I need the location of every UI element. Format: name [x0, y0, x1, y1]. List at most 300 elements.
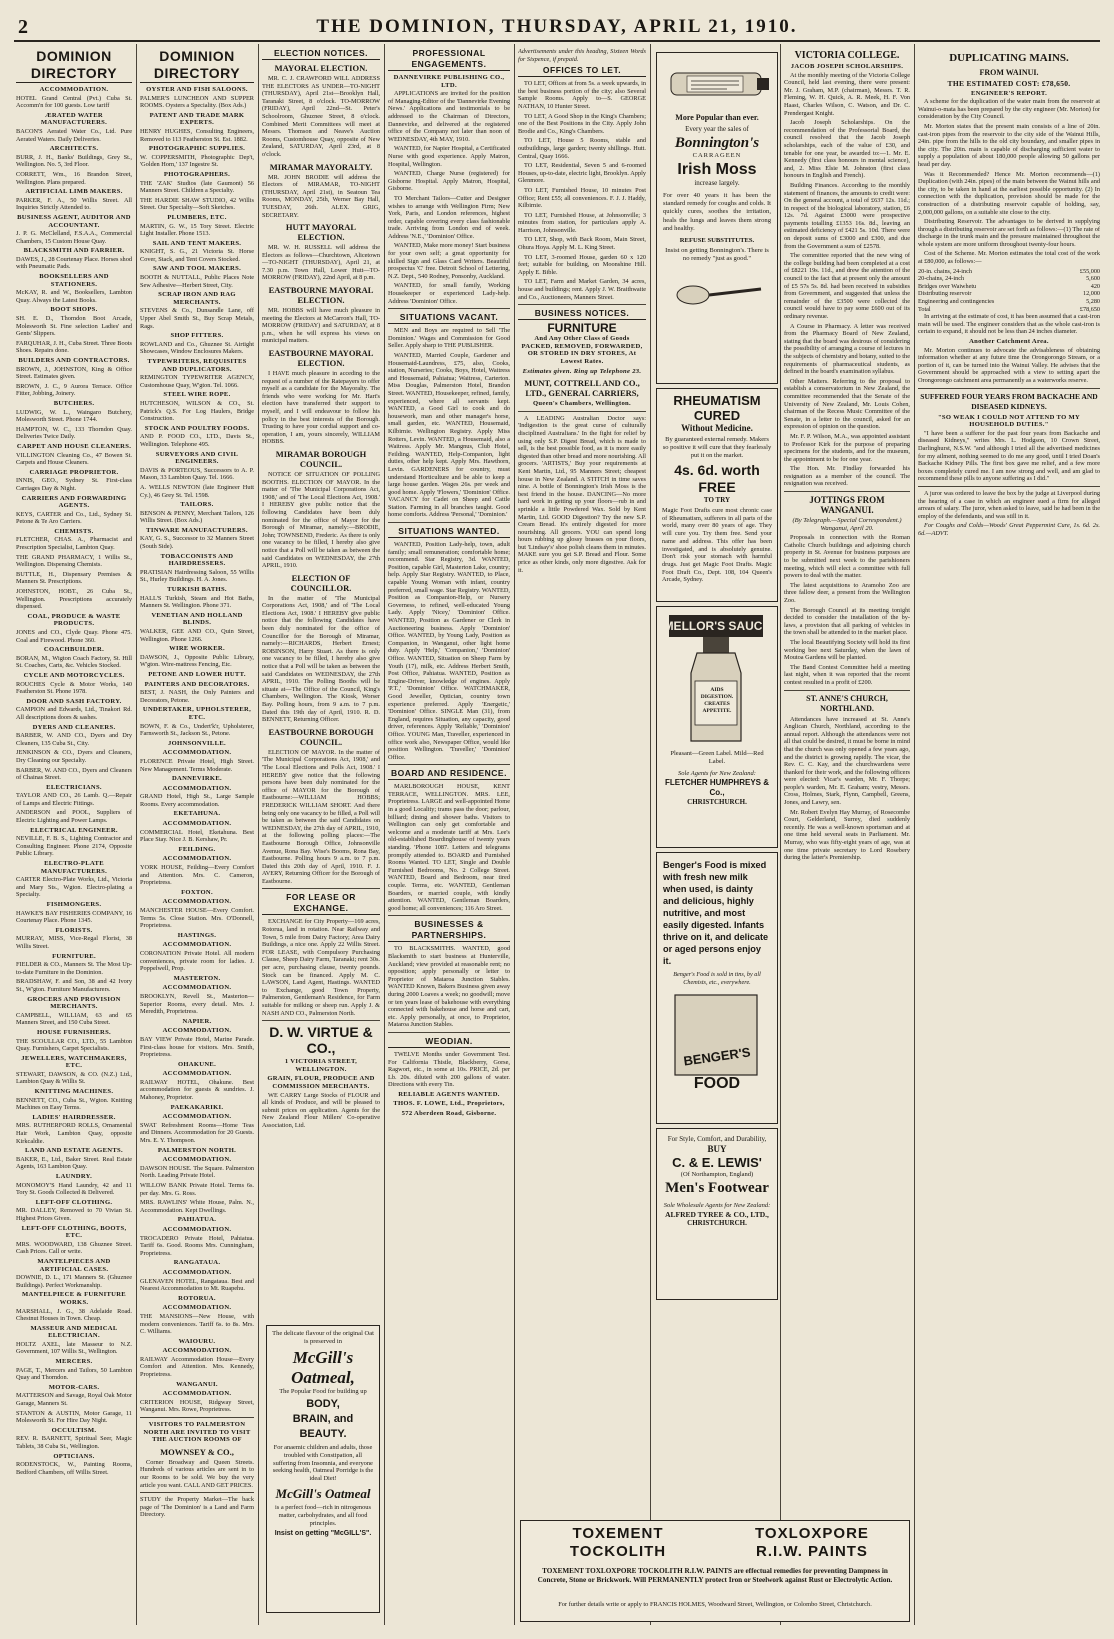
article-paragraph: The latest acquisitions to Aramoho Zoo are three fallow deer, a present from the Wellington Zoo. — [784, 581, 910, 604]
directory-entry: CAMPBELL, WILLIAM, 63 and 65 Manners Street, and 150 Cuba Street. — [16, 1011, 132, 1027]
column-rule — [514, 44, 515, 1625]
wanganui-sub: (By Telegraph.—Special Correspondent.) Wanganui, April 20. — [792, 517, 902, 532]
directory-section-title: LEFT-OFF CLOTHING, BOOTS, ETC. — [21, 1224, 127, 1240]
column-rule — [780, 44, 781, 1625]
directory-entry: FLORENCE Private Hotel, High Street. New Management. Terms Moderate. — [140, 757, 254, 773]
election-block-title: ELECTION OF COUNCILLOR. — [290, 572, 352, 593]
toxement-agent: For further details write or apply to FRANCIS HOLMES, Woodward Street, Wellington, or Colombo Street, Christchurch. — [558, 1601, 872, 1608]
directory-section-title: MASTERTON. — [173, 974, 221, 982]
directory-entry: HALL'S Turkish, Steam and Hot Baths, Manners St. Wellington. Phone 371. — [140, 594, 254, 610]
election-block-text: MR. C. J. CRAWFORD WILL ADDRESS THE ELECTORS AS UNDER—TO-NIGHT (THURSDAY), April 21st—Brooklyn Hall, Taranaki Street, 8 o'clock. TO-MORROW (FRIDAY), April 22nd—St. Peter's Schoolroom, Ghuznee Street, 8 o'clock. Combined Merit Committees will meet at Messrs. Thomson and Neave's Auction Rooms, Customhouse Quay, opposite of New Zealand, SATURDAY, April 23rd, at 8 o'clock. — [262, 75, 380, 158]
bengers-food-ad — [656, 852, 778, 1124]
directory-section-title: TOBACCONISTS AND HAIRDRESSERS. — [160, 552, 234, 568]
directory-section-title: TURKISH BATHS. — [167, 586, 227, 594]
directory-entry: FLETCHER, CHAS. A., Pharmacist and Prescription Specialist, Lambton Quay. — [16, 536, 132, 552]
directory-entry: RODENSTOCK, W., Painting Rooms, Bedford Chambers, off Willis Street. — [16, 1461, 132, 1476]
article-paragraph: The Borough Council at its meeting tonight decided to consider the installation of the by-laws, a provision that all parking of vehicles in the town shall be attended to in the market place. — [784, 606, 910, 637]
directory-entry: STANTON & AUSTIN, Motor Garage, 11 Molesworth St. For Hire Day Night. — [16, 1409, 132, 1425]
column-rule — [384, 44, 385, 1625]
directory-entry: BRADSHAW, F. and Son, 38 and 42 Ivory St., W'gton. Furniture Manufacturers. — [16, 978, 132, 993]
to-let-ad: TO LET, A Good Shop in the King's Chambers; one of the Best Positions in the City. Apply John Brodie and Co., King's Chambers. — [518, 112, 646, 135]
directory-entry: STEWART, DAWSON, & CO. (N.Z.) Ltd., Lambton Quay & Willis St. — [16, 1070, 132, 1086]
election-block-text: I HAVE much pleasure in acceding to the request of a number of the Ratepayers to offer myself as a candidate for the Mayoralty. The friends who were working for Mr. Hart's election have transferred their support to myself, and I will endeavour to follow his policy in the best interests of the Borough. Trusting to have your cordial support and co-operation, I am, yours sincerely, WILLIAM HOBBS. — [262, 370, 380, 446]
rheumatism-ad — [656, 388, 778, 602]
directory-section-title: WANGANUI. — [176, 1380, 218, 1388]
situations-vacant-text: WANTED, Married Couple, Gardener and Housemaid-Laundress, £75, also, Cooks, station, Nurseries; Cooks, Boys, Hotel, Waitress and Housemaid, Pahiatua; Waitress, Carterton. Miss Douglas, Palmerston Hotel, Brandon Street. WANTED, Housekeeper, refined, family, experienced, where all servants kept. WANTED, a Good Girl to cook and do housework, man and other manager's horse, small garden, etc. WANTED, Housemaid, Kilbirnie. Wellington Registry. Apply Miss Rotters, Levin. WANTED, a Housemaid, also a Waitress. Apply Mr. Mangnus, Club Hotel, Feilding. WANTED, Help-Companion, light duties, other help kept. Apply Mrs. Hawthorn, Levin. GARDENERS for country, must understand Horticulture and be able to keep a large house garden. Wages 26s. per week and good home. Apply 'Flowers,' 'Dominion' Office. VACANCY for Cadet on Sheep and Cattle Station. Farming in all branches taught. Good home comforts. Address 'Personal,' 'Dominion.' — [388, 352, 510, 519]
directory-section-title: CHEMISTS. — [54, 527, 94, 535]
furniture-address: Queen's Chambers, Wellington. — [533, 400, 631, 408]
cost-item: 20-in. chains, 24-inch — [918, 267, 972, 275]
duplicating-cost: THE ESTIMATED COST: £78,650. — [947, 79, 1071, 88]
church-text: Attendances have increased at St. Anne's Anglican Church, Northland, according to the annual report. Although the attendances were not all that could be desired, it must be borne in mind that the church was only opened a few years ago, and the district is growing rapidly. The vicar, the Rev. C. C. Kay, and the churchwardens were thanked for their work, and the following officers were elected: Vicar's warden, Mr. F. Thorpe; people's warden, Mr. E. Graham; vestry, Messrs. Cross, Holmes, Stark, Flynn, Campbell, Greens, Jones, and Lawry, sen. — [784, 715, 910, 807]
wanted-ad: WANTED, Make more money! Start business for your own self; a great opportunity for skilled Sign and Glass Card Writers. Beautiful prospectus 'C' free. Detroit School of Lettering, N.Z. Dept., 540 Rodney, Ponsonby, Auckland. — [388, 242, 510, 280]
toxement-word: TOXEMENT — [572, 1525, 664, 1542]
cost-item: 20-chains, 24-inch — [918, 275, 965, 283]
mellors-firm: FLETCHER HUMPHREYS & Co., — [664, 778, 769, 797]
to-let-ad: TO LET, Shop, with Back Room, Main Street, Ohura Hoya. Apply M. L. King Street. — [518, 236, 646, 252]
directory-section-title: LAUNDRY. — [55, 1173, 93, 1180]
business-text: TO BLACKSMITHS. WANTED, good Blacksmith to start business at Hunterville, Auckland; view provided at reasonable rent; no opposition; apply personally or letter to Proprietor of Mataroa Junction Stables. WANTED Known, Bakers Business given away during 2000 Loaves a week; no goodwill; move or ten years lease of bakehouse with everything connected with bakehouse and horse and cart, etc. Apply personally, at once, to Proprietor, Mataroa Junction Stables. — [388, 945, 510, 1029]
directory-section-title: ACCOMMODATION. — [162, 941, 232, 949]
to-let-ad: TO LET, Residential, Seven 5 and 6-roomed Houses, up-to-date, electric light, Brooklyn. Apply Glenmore. — [518, 162, 646, 185]
directory-section-title: BOOT SHOPS. — [50, 306, 98, 314]
directory-entry: DAWSON, J., Opposite Public Library, W'gton. Wire-mattress Fencing, Etc. — [140, 653, 254, 669]
directory-entry: KEYS, CARTER and Co., Ltd., Sydney St. Petone & Te Aro Carriers. — [16, 510, 132, 526]
directory-entry: REMINGTON TYPEWRITER AGENCY, Customhouse Quay, W'gton. Tel. 1066. — [140, 374, 254, 389]
lewis-footwear-ad — [656, 1128, 778, 1300]
mellors-sauce-ad — [656, 606, 778, 848]
cost-value: 420 — [1090, 282, 1100, 290]
directory-section-title: MASSEUR AND MEDICAL ELECTRICIAN. — [30, 1324, 118, 1340]
to-let-list — [518, 113, 646, 302]
directory-section-title: STEEL WIRE ROPE. — [163, 391, 231, 399]
directory-entry: MARSHALL, J. G., 38 Adelaide Road. Chestnut Houses in Town. Cheap. — [16, 1307, 132, 1323]
directory-section-title: JOHNSONVILLE. — [168, 739, 226, 747]
election-block-title: EASTBOURNE BOROUGH COUNCIL. — [268, 726, 374, 747]
directory-section-title: ELECTRICAL ENGINEER. — [30, 826, 118, 834]
directory-entry: PARKER, F. A., 50 Willis Street. All Inquiries Strictly Attended to. — [16, 196, 132, 212]
directory-entry: DAVIS & PORTEOUS, Successors to A. P. Mason, 33 Lambton Quay. Tel. 1666. — [140, 466, 254, 482]
directory-entry: WILLOW BANK Private Hotel. Terms 6s. per day. Mrs. G. Ross. — [140, 1182, 254, 1197]
article-paragraph: Proposals in connection with the Roman Catholic Church buildings and adjoining church property in St. Avenue for business purposes are to be submitted next week to the parishioners meeting, which will elect a committee with full powers to deal with the matter. — [784, 534, 910, 580]
professional-wanted — [388, 145, 510, 305]
auction-detail: Corner Broadway and Queen Streets. Hundreds of various articles are sent in to our Rooms to be sold. We buy the very article you want. CALL AND GET PRICES. — [140, 1458, 254, 1489]
cost-item: Bridges over Waiwhetu — [918, 282, 977, 290]
directory-section-title: ACCOMMODATION. — [162, 1027, 232, 1035]
offices-top-note: Advertisements under this heading, Sixteen Words for Sixpence, if prepaid. — [518, 48, 646, 63]
directory-section-title: PAHIATUA. — [177, 1216, 217, 1224]
cost-row — [918, 290, 1100, 298]
duplicating-heading: DUPLICATING MAINS. — [949, 52, 1069, 64]
directory-section-title: MANTELPIECES AND ARTIFICIAL CASES. — [37, 1257, 111, 1273]
directory-entry: HUTCHESON, WILSON & CO., St. Patrick's Q.S. For Log Haulers, Bridge Construction. — [140, 399, 254, 423]
board-text: MARLBOROUGH HOUSE, KENT TERRACE, WELLINGTON. MRS. LEE, Proprietress. LARGE and well-appointed Home in a good Locality; trams pass the door; parlour, billiard; dining and shower baths. Visitors to Wellington can only get comfortable and welcome and a moderate tariff at Mrs. Lee's old-established Boardinghouse of twenty years standing. 'Phone 1087. Letters and telegrams promptly attended to. BOARD and Furnished Rooms Wanted. TO LET, Single and Double Furnished Bedrooms, No. 2 College Street. WANTED, Board and Bedroom, near tired couple. Terms, etc. WANTED, Gentleman Boarders, or married couple, with kindly attention. WANTED, Gentleman Boarders, good home; all conveniences; 116 Aro Street. — [388, 783, 510, 912]
bengers-tin-icon — [657, 991, 775, 1081]
directory-entry: BAKER, E., Ltd., Baker Street. Real Estate Agents, 163 Lambton Quay. — [16, 1155, 132, 1171]
directory-section-title: PALMERSTON NORTH. — [157, 1146, 237, 1154]
offices-text: TO LET, Offices at from 5s. a week upwards, in the best business portion of the city; also Several Sample Rooms. Apply to—S. GEORGE NATHAN, 10 Hunter Street. — [518, 80, 646, 110]
directory-entry: KNIGHT, S. G., 21 Victoria St. Horse Cover, Stack, and Tent Covers Stocked. — [140, 248, 254, 263]
directory-heading-2: DOMINION DIRECTORY — [140, 48, 254, 83]
directory-section-title: ACCOMMODATION. — [162, 1268, 232, 1276]
cost-row — [918, 298, 1100, 306]
duplicating-report: ENGINEER'S REPORT. — [970, 89, 1048, 97]
directory-entry: SH. E. D., Thorndon Boot Arcade, Molesworth St. Fine selection Ladies' and Gents' Slippers. — [16, 315, 132, 338]
toxement-paints-ad — [520, 1520, 910, 1622]
directory-section-title: MANTELPIECE & FURNITURE WORKS. — [22, 1291, 126, 1306]
directory-entry: MRS. RAWLINS' White House, Palm. N., Accommodation. Kept Dwellings. — [140, 1199, 254, 1214]
bengers-brand: BENGER'S — [682, 1044, 752, 1069]
directory-section-title: PETONE AND LOWER HUTT. — [148, 670, 246, 678]
furniture-firm: MUNT, COTTRELL AND CO., LTD., GENERAL CARRIERS, — [524, 378, 640, 399]
article-paragraph: The local Beautifying Society will hold its first working bee next Saturday, when the lawn of Moutoa Gardens will be planted. — [784, 638, 910, 662]
cost-value: 5,600 — [1086, 275, 1100, 283]
furniture-subtitle: And Any Other Class of Goods PACKED, REMOVED, FORWARDED, OR STORED IN DRY STORES, At Lowest Rates. — [521, 335, 643, 365]
directory-entry: BOOTH & NUTTALL, Public Places Note Sew Adhesive—Herbert Street, City. — [140, 274, 254, 289]
directory-section-title: DANNEVIRKE. — [171, 775, 222, 783]
business-heading: BUSINESSES & PARTNERSHIPS. — [388, 919, 510, 942]
directory-entry: BROWN, J. C., 9 Aurora Terrace. Office Fitter, Jobbing, Joinery. — [16, 382, 132, 398]
cost-item: Distributing reservoir — [918, 290, 972, 298]
directory-section-title: TYPEWRITERS, REQUISITES AND DUPLICATORS. — [147, 358, 247, 373]
directory-entry: THE HARDIE SHAW STUDIO, 42 Willis Street. Our Specialty—Soft Sketches. — [140, 196, 254, 212]
election-block-title: MAYORAL ELECTION. — [274, 63, 368, 73]
directory-entry: REV. R. BARNETT, Spiritual Seer, Magic Tablets, 38 Cuba St., Wellington. — [16, 1435, 132, 1450]
directory-entry: BUTTLE, H., Dispensary Premises & Manners St. Prescriptions. — [16, 570, 132, 586]
article-paragraph: The committee reported that the new wing of the college building had been completed at a cost of £8221 19s. 11d., and drew the attention of the council to the fact that at present only the amount of £5 57s 5s. 8d. had been received in subsidies from Government, and suggested that unless the remainder of the £3500 were collected the council would have to pay some £600 out of its ordinary revenue. — [784, 252, 910, 320]
victoria-article — [784, 72, 910, 488]
directory-section-title: EKETAHUNA. — [173, 810, 221, 818]
virtue-trade: GRAIN, FLOUR, PRODUCE AND COMMISSION MERCHANTS. — [267, 1075, 375, 1090]
lewis-brand: C. & E. LEWIS' — [672, 1155, 762, 1170]
directory-section-title: OCCULTISM. — [51, 1426, 97, 1434]
election-heading: ELECTION NOTICES. — [262, 48, 380, 60]
bonnington-increase: increase largely. — [694, 179, 740, 187]
victoria-sub: JACOB JOSEPH SCHOLARSHIPS. — [790, 63, 904, 70]
column-rule — [650, 44, 651, 1625]
directory-section-title: SURVEYORS AND CIVIL ENGINEERS. — [155, 450, 239, 466]
murray-text: Mr. Robert Evelyn Hay Murray, of Rosecombe Court, Gelderland, Surrey, died suddenly recently. He was a well-known sportsman and at one time held several seats in Parliament. Mr. Murray, who was fifty-eight years of age, was at one time private secretary to Lord Rosebery during the latter's Premiership. — [784, 808, 910, 862]
directory-section-title: PLUMBERS, ETC. — [167, 213, 227, 221]
tockolith-word: TOCKOLITH — [569, 1543, 667, 1560]
directory-section-title: CARRIERS AND FORWARDING AGENTS. — [21, 494, 127, 510]
wanganui-article — [784, 534, 910, 686]
rheumatism-try: TO TRY — [703, 496, 731, 504]
situations-vacant-heading: SITUATIONS VACANT. — [388, 312, 510, 324]
directory-entry: MATTERSON and Savage, Royal Oak Motor Garage, Manners St. — [16, 1392, 132, 1408]
newspaper-title: THE DOMINION, THURSDAY, APRIL 21, 1910. — [316, 16, 798, 37]
directory-list — [16, 86, 132, 1476]
directory-section-title: FURNITURE. — [52, 952, 96, 960]
directory-section-title: SCRAP IRON AND RAG MERCHANTS. — [158, 291, 236, 306]
business-notices-text: A LEADING Australian Doctor says: 'Indigestion is the great curse of culturally disciplined Australians.' In the fight for relief by using only S.P. Digest Bread, which is made to sell, is the best possible food, as it is more easily digested than other bread and more nourishing. All grocers. 'ARTISTS,' Buy your requirements at Kent Martin, Ltd., 95 Manners Street; cheapest house in New Zealand. A STITCH in time saves nine. A bottle of Bonnington's Irish Moss is the best friend in the house. DANCING—No more hard work in getting up your floors—rub in and sprinkle a little Powdered Wax. Sold by Kent Martin, Ltd. GOOD Digestion? Try the new S.P. Cream Bread. It's entirely digested for more nourishing. All grocers. YOU can spend long hours rubbing up glossy brasses on your floors, but 'Lindsay's' shoe polish cleans them in minutes. MAKE sure you get S.P. Bread and Flour. Some price as other kinds, only more digestive. Ask for it. — [518, 414, 646, 574]
to-let-ad: TO LET, Furnished House, 10 minutes Post Office; Rent £55; all conveniences. F. J. J. Haddy, Kilbirnie. — [518, 186, 646, 210]
professional-firm: DANNEVIRKE PUBLISHING CO., LTD. — [393, 74, 505, 89]
directory-entry: LUDWIG, W. L., Waingaro Butchery, Molesworth Street. Phone 1744. — [16, 408, 132, 424]
lewis-firm: ALFRED TYREE & CO., LTD., — [665, 1210, 769, 1219]
directory-entry: RAILWAY Accommodation House—Every Comfort and Attention. Mrs. Kennedy, Proprietress. — [140, 1355, 254, 1379]
virtue-name: D. W. VIRTUE & CO., — [269, 1024, 373, 1057]
wanted-ad: WANTED, for small family, Working Housekeeper or experienced Lady-help. Address 'Dominion' Office. — [388, 282, 510, 305]
directory-section-title: ACCOMMODATION. — [162, 1390, 232, 1398]
article-paragraph: A Course in Pharmacy. A letter was received from the Pharmacy Board of New Zealand, stating that the board was desirous of considering the possibility of arranging a course of lectures in the subjects of chemistry and botany, suited to the requirements of pharmaceutical students, as defined in the board's examination syllabus. — [784, 322, 910, 376]
lease-heading: FOR LEASE OR EXCHANGE. — [262, 892, 380, 915]
column-rule — [914, 44, 915, 1625]
election-block-text: MR. W. H. RUSSELL will address the Electors as follows—Churchtown, Alicetown—TO-NIGHT (THURSDAY), April 21, at 7.30 p.m. Town Hall, Lower Hutt—TO-MORROW (FRIDAY), 22nd April, at 8 p.m. — [262, 244, 380, 282]
classified-column — [388, 48, 510, 1623]
cost-table — [918, 268, 1100, 314]
lewis-buy: BUY — [707, 1144, 727, 1154]
bonnington-ad — [656, 52, 778, 384]
directory-section-title: PAINTERS AND DECORATORS. — [144, 680, 250, 688]
directory-section-title: ACCOMMODATION. — [162, 1113, 232, 1121]
directory-section-title: ARCHITECTS. — [49, 145, 99, 153]
article-paragraph: Building Finances. According to the monthly statement of finances, the amounts to credit were: On the general account, a total of £637 12s. 11d.; in respect of the biological laboratory, station, £6 12s. 7d. Against £3000 were prospective payments totalling £1353 16s. 8d., leaving an estimated deficiency of £421 5s. 10d. There were on deposit sums of £3000 and £300, and due from the Government a sum of £2578. — [784, 181, 910, 250]
directory-entry: PALMER'S LUNCHEON AND SUPPER ROOMS. Oysters a Speciality. (Box Ads.) — [140, 94, 254, 110]
directory-section-title: ACCOMMODATION. — [162, 1225, 232, 1233]
to-let-ad: TO LET, House 5 Rooms, stable and outbuildings, large garden; twenty shillings. Hutt. Central, Quay 1666. — [518, 137, 646, 160]
directory-entry: AND P. FOOD CO., LTD., Davis St., Wellington. Telephone 495. — [140, 433, 254, 448]
directory-entry: JENKINSON & CO., Dyers and Cleaners, Dry Cleaning our Specialty. — [16, 749, 132, 764]
bonnington-carrageen: CARRAGEEN — [692, 152, 742, 159]
weodian-agent: RELIABLE AGENTS WANTED. — [398, 1090, 500, 1098]
mcgill-brand-2: McGill's Oatmeal — [275, 1485, 371, 1501]
directory-entry: A. WELLS NEWTON (late Engineer Hutt Cy.), 46 Grey St. Tel. 1598. — [140, 483, 254, 499]
auction-notice: VISITORS TO PALMERSTON NORTH ARE INVITED TO VISIT THE AUCTION ROOMS OF — [143, 1421, 251, 1444]
directory-section-title: CYCLE AND MOTORCYCLES. — [23, 671, 125, 679]
lewis-of: (Of Northampton, England) — [680, 1171, 754, 1178]
directory-section-title: ROTORUA. — [178, 1294, 216, 1302]
suffered-heading: SUFFERED FOUR YEARS FROM BACKACHE AND DISEASED KIDNEYS. — [920, 391, 1098, 411]
directory-section-title: ACCOMMODATION. — [162, 784, 232, 792]
directory-entry: JONES and CO., Clyde Quay. Phone 475. Coal and Firewood. Phone 360. — [16, 629, 132, 644]
lewis-for: For Style, Comfort, and Durability, — [667, 1135, 767, 1143]
mcgill-body: For anaemic children and adults, those troubled with Constipation, all suffering from Insomnia, and everyone seeking health, Oatmeal Porridge is the ideal Diet! — [272, 1444, 374, 1483]
directory-section-title: COAL, PRODUCE & WASTE PRODUCTS. — [27, 612, 121, 628]
bonnington-body: For over 40 years it has been the standard remedy for coughs and colds. It quickly cures, soothes the irritation, heals the lungs and leaves them strong and healthy. — [663, 192, 771, 232]
rheumatism-offer: 4s. 6d. worth FREE — [674, 462, 760, 495]
article-paragraph: The Band Contest Committee held a meeting last night, when it was reported that the recent contest resulted in a profit of £200. — [784, 663, 910, 686]
directory-section-title: ELECTRICIANS. — [46, 783, 102, 791]
election-block-title: MIRAMAR BOROUGH COUNCIL. — [275, 448, 367, 469]
directory-entry: MONOMOY'S Hand Laundry, 42 and 11 Tory St. Goods Collected & Delivered. — [16, 1181, 132, 1197]
directory-entry: BARBER, W. AND CO., Dyers and Cleaners of Chainas Street. — [16, 766, 132, 782]
directory-section-title: RANGATAUA. — [173, 1259, 221, 1267]
victoria-heading: VICTORIA COLLEGE. — [794, 50, 900, 61]
directory-section-title: BOOKSELLERS AND STATIONERS. — [39, 273, 109, 288]
directory-entry: ROWLAND and Co., Ghuznee St. Airtight Showcases, Window Enclosures Makers. — [140, 340, 254, 356]
directory-section-title: FOXTON. — [181, 888, 213, 896]
rheumatism-body: Magic Foot Drafts cure most chronic case of Rheumatism, sufferers in all parts of the world, many over 80 years of age. They will cure you. Try them free. Send your name and address. This offer has been investigated, and is absolutely genuine. Don't risk your stomach with harmful drugs. Just get Magic Foot Drafts. Magic Foot Draft Co., Dept. 108, 104 Queen's Arcade, Sydney. — [662, 507, 772, 584]
cost-value: £78,650 — [1079, 305, 1100, 313]
testimony-text: "I have been a sufferer for the past four years from Backache and diseased Kidneys," writes Mrs. L. Hodgson, 10 Crown Street, Darlinghurst, N.S.W. "and although I tried all the advertised medicines for my ailment, nothing seemed to do me any good, until I tried Doan's Backache Kidney Pills. The first box gave me relief, and a few more boxes completely cured me. I am now strong and well, and am glad to recommend these pills to anyone suffering as I did." — [918, 429, 1100, 483]
election-block-text: MR. JOHN BRODIE will address the Electors of MIRAMAR, TO-NIGHT (THURSDAY, April 21st), in Seatoun Tea Rooms, MONDAY, 25th, Werner Bay Hall, TUESDAY, 26th. ALEX. GRIG, SECRETARY. — [262, 173, 380, 219]
study-line: STUDY the Property Market—The back page of 'The Dominion' is a Land and Farm Directory. — [140, 1496, 254, 1519]
directory-entry: PRATISIAN Hairdressing Saloon, 55 Willis St., Hurley Buildings. H. A. Jones. — [140, 568, 254, 584]
directory-section-title: NAPIER. — [182, 1017, 212, 1025]
toxloxpore-word: TOXLOXPORE — [755, 1525, 869, 1542]
wanganui-heading: JOTTINGS FROM WANGANUI. — [809, 495, 885, 516]
directory-entry: McKAY, R. and W., Booksellers, Lambton Quay. Always the Latest Books. — [16, 289, 132, 304]
election-block-text: In the matter of 'The Municipal Corporations Act, 1908,' and of 'The Local Elections Act, 1908.' I HEREBY give public notice that the following Candidates have been duly nominated for the office of Councillor for the Borough of Miramar, namely:—RICHARDS, Herbert Ernest; ROBINSON, Harry Stuart. As there is only one vacancy to be filled, I hereby also give notice that a Poll will be taken as between the said Candidates on WEDNESDAY, the 27th APRIL, 1910. The Polling Booths will be situate at—The Office of the Council, King's Chambers, Wellington. The Kiosk, Worser Bay. Polling hours, from 9 a.m. to 7 p.m. Dated this 19th day of April, 1910. R. D. BENNETT, Returning Officer. — [262, 594, 380, 724]
directory-entry: INNIS, GEO., Sydney St. First-class Carriages Day & Night. — [16, 477, 132, 492]
election-block-text: MR. HOBBS will have much pleasure in meeting the Electors at McCarron's Hall, TO-MORROW (FRIDAY) and SATURDAY, at 8 p.m., when he will express his views on municipal matters. — [262, 307, 380, 345]
directory-entry: COMMERCIAL Hotel, Eketahuna. Best Place Stay. Nice J. B. Kershaw, Pr. — [140, 828, 254, 844]
bonnington-insist: Insist on getting Bonnington's. There is no remedy "just as good." — [665, 247, 769, 263]
directory-entry: GLENAVEN HOTEL, Rangataua. Best and Nearest Accommodation to Mt. Ruapehu. — [140, 1277, 254, 1293]
cost-row — [918, 306, 1100, 314]
church-heading: ST. ANNE'S CHURCH, NORTHLAND. — [806, 693, 888, 713]
article-paragraph: Other Matters. Referring to the proposal to establish a conservatorium in New Zealand, the committee recommended that the Senate of the University of New Zealand, Mr. Louis Cohen, chairman of the Recess Music Committee of the Senate, in a letter to the council, asked for an expression of opinion on the question. — [784, 377, 910, 431]
wanted-ad: TO Merchant Tailors—Cutter and Designer wishes to arrange with Wellington Firm; New York, Paris, and London references, highest order, capable covering every class fashionable trade. Arriving from London end of week. Address 'N.E.,' 'Dominion' Office. — [388, 194, 510, 240]
bonnington-irish-moss: Irish Moss — [677, 161, 757, 178]
directory-column-1 — [16, 48, 132, 1623]
directory-section-title: DOOR AND SASH FACTORY. — [26, 697, 122, 705]
juror-text: A juror was ordered to leave the box by the judge at Liverpool during the hearing of a case in which an engineer sued a firm for alleged arrears of salary. The juror, when asked to leave, said he had been in the employ of the defendants, and was still in it. — [918, 489, 1100, 520]
directory-section-title: CARPET AND HOUSE CLEANERS. — [16, 442, 132, 450]
article-paragraph: Mr. Morton states that the present main consists of a line of 20in. cast-iron pipes from the reservoir to the city side of the Wainui Hills, 24in. pipe from the hills to the old city boundary, and smaller pipes in the city. The 20in. main is capable of discharging sufficient water to supply a population of about 180,000 people allowing 50 gallons per head per day. — [918, 122, 1100, 168]
rheumatism-subtitle: Without Medicine. — [681, 423, 753, 433]
directory-section-title: ACCOMMODATION. — [162, 1304, 232, 1312]
to-let-ad: TO LET, Farm and Market Garden, 34 acres, house and buildings; rent. Apply J. W. Braithwaite and Co., Auctioneers, Manners Street. — [518, 278, 646, 301]
mellors-brand: MELLOR'S SAUCE — [663, 619, 771, 633]
article-paragraph: Distributing Reservoir. The advantages to be derived in supplying through a distributing reservoir are set forth as follows:—(1) The rate of discharge in the trunk main and the pressure maintained throughout the whole system are more uniform throughout twenty-four hours. — [918, 218, 1100, 248]
news-column-7 — [784, 48, 910, 1518]
article-paragraph: A scheme for the duplication of the water main from the reservoir at Wainui-o-mata has been prepared by the city engineer (Mr. Morton) for consideration by the City Council. — [918, 98, 1100, 121]
directory-section-title: KNITTING MACHINES. — [34, 1088, 114, 1096]
article-paragraph: At the monthly meeting of the Victoria College Council, held last evening, there were present: Mr. J. Graham, M.P. (chairman), Messrs. T. R. Fleming, W. H. Quick, A. R. Meek, H. F. Von Haast, Charles Wilson, C. Watson, and Dr. C. Prendergast Knight. — [784, 71, 910, 117]
directory-section-title: ACCOMMODATION. — [162, 984, 232, 992]
mellors-labels: Pleasant—Green Label. Mild—Red Label. — [670, 750, 764, 765]
weodian-text: TWELVE Months under Government Test. For California Thistle, Blackberry, Gorse, Ragwort, etc., in some at 10s. PRICE, 2d. per Lb. 20s. diluted with 200 gallons of water. Directions with every Tin. — [388, 1050, 510, 1089]
directory-entry: BORAN, M., Wigton Coach Factory, St. Hill St. Coaches, Carts, &c. Vehicles Stocked. — [16, 654, 132, 670]
directory-section-title: ACCOMMODATION. — [162, 855, 232, 863]
bonnington-brand: Bonnington's — [674, 135, 760, 151]
offices-column — [518, 48, 646, 1518]
directory-section-title: PATENT AND TRADE MARK EXPERTS. — [149, 111, 245, 127]
bonnington-refuse: REFUSE SUBSTITUTES. — [679, 237, 755, 245]
directory-section-title: HOUSE FURNISHERS. — [37, 1028, 111, 1036]
directory-section-title: SAW AND TOOL MAKERS. — [152, 265, 242, 273]
directory-entry: HOTEL Grand Central (Pvt.) Cuba St. Accomm'n for 100 guests. Low tariff — [16, 94, 132, 110]
directory-section-title: FEILDING. — [178, 845, 216, 853]
suffered-quote: "SO WEAK I COULD NOT ATTEND TO MY HOUSEHOLD DUTIES." — [937, 413, 1081, 429]
directory-entry: VILLINGTON Cleaning Co., 47 Bowen St. Carpets and House Cleaners. — [16, 451, 132, 467]
directory-entry: NEVILLE, F. B. S., Lighting Contractor and Consulting Engineer. Phone 2174, Opposite Public Library. — [16, 835, 132, 858]
directory-entry: JOHNSTON, HOBT., 26 Cuba St., Wellington. Prescriptions accurately dispensed. — [16, 588, 132, 611]
news-column-8 — [918, 48, 1100, 1623]
cost-value: 5,280 — [1086, 298, 1100, 306]
directory-section-title: UNDERTAKER, UPHOLSTERER, ETC. — [142, 706, 252, 721]
directory-entry: BROOKLYN, Revell St., Masterton—Superior Rooms, every detail. Mrs. J. Meredith, Proprietress. — [140, 992, 254, 1016]
directory-entry: BOWN, F. & Co., Undert'k'r, Upholsterer, Farnsworth St., Jackson St., Petone. — [140, 722, 254, 738]
directory-list — [140, 86, 254, 1414]
cost-row — [918, 268, 1100, 276]
directory-section-title: ÆRATED WATER MANUFACTURERS. — [40, 111, 108, 127]
mellors-aids-digestion: AIDS DIGESTION. — [700, 687, 734, 700]
page-number: 2 — [18, 16, 28, 38]
election-block-title: EASTBOURNE MAYORAL ELECTION. — [268, 348, 374, 369]
mellors-label — [697, 687, 737, 715]
rheumatism-title: RHEUMATISM CURED — [673, 393, 761, 423]
directory-entry: THE SCOULLAR CO., LTD., 55 Lambton Quay. Furnishers, Carpet Specialists. — [16, 1037, 132, 1053]
directory-section-title: BUTCHERS. — [53, 399, 95, 407]
mcgill-word-beauty: BEAUTY. — [299, 1428, 347, 1440]
directory-section-title: WIRE WORKER. — [169, 645, 225, 653]
mellors-city: CHRISTCHURCH. — [687, 798, 747, 806]
directory-entry: CORONATION Private Hotel. All modern conveniences, private room for ladies. J. Poppelwell, Prop. — [140, 949, 254, 973]
directory-section-title: ACCOMMODATION. — [162, 820, 232, 828]
directory-entry: WALKER, GEE AND CO., Quin Street, Wellington. Phone 1266. — [140, 628, 254, 643]
masthead — [14, 14, 1100, 42]
directory-entry: TROCADERO Private Hotel, Pahiatua. Tariff 6s. Good. Rooms Mrs. Cunningham, Proprietress. — [140, 1234, 254, 1257]
professional-heading: PROFESSIONAL ENGAGEMENTS. — [388, 48, 510, 71]
election-block-title: HUTT MAYORAL ELECTION. — [285, 222, 357, 243]
election-block-text: ELECTION OF MAYOR. In the matter of 'The Municipal Corporations Act, 1908,' and 'The Local Elections and Polls Act, 1908.' I HEREBY give notice that the following persons have been duly nominated for the office of MAYOR for the Borough of Eastbourne:—WILLIAM HOBBS; FREDERICK WILLIAM SHORT. And there being only one vacancy to be filled, a Poll will be taken as between the said Candidates on WEDNESDAY, the 27th day of APRIL, 1910, at the following polling places:—The Eastbourne Borough Office, Johnsonville Avenue, Rona Bay. Wise's Booms, Rona Bay, Eastbourne. Polling hours 9 a.m. to 7 p.m. Dated this 20th day of April, 1910. F. J. AVERY, Returning Officer for the Borough of Eastbourne. — [262, 748, 380, 885]
directory-section-title: ELECTRO-PLATE MANUFACTURERS. — [40, 860, 108, 875]
directory-section-title: FLORISTS. — [55, 926, 93, 934]
directory-section-title: GROCERS AND PROVISION MERCHANTS. — [27, 995, 121, 1011]
directory-section-title: CARRIAGE PROPRIETOR. — [29, 468, 119, 476]
directory-section-title: JEWELLERS, WATCHMAKERS, ETC. — [21, 1054, 127, 1070]
to-let-ad: TO LET, Furnished House, at Johnsonville; 3 minutes from station, for particulars apply A. Harrison, Johnsonville. — [518, 211, 646, 234]
duplicating-article — [918, 98, 1100, 265]
bottle-icon — [657, 53, 775, 113]
directory-entry: BARBER, W. AND CO., Dyers and Dry Cleaners, 135 Cuba St., City. — [16, 732, 132, 747]
directory-section-title: HASTINGS. — [177, 931, 217, 939]
directory-entry: RAILWAY HOTEL, Ohakune. Best accommodation for guests & sundries. J. Mahoney, Proprietor. — [140, 1078, 254, 1102]
mcgill-tagline: The Popular Food for building up — [279, 1388, 367, 1395]
lewis-agents: Sole Wholesale Agents for New Zealand: — [663, 1202, 771, 1209]
directory-section-title: BUSINESS AGENT, AUDITOR AND ACCOUNTANT. — [17, 213, 131, 229]
directory-section-title: WAIOURU. — [178, 1337, 216, 1345]
directory-entry: MURRAY, MISS, Vice-Regal Florist, 38 Willis Street. — [16, 935, 132, 950]
bengers-food: FOOD — [693, 1075, 741, 1092]
mellors-creates-appetite: CREATES APPETITE. — [702, 701, 732, 714]
mcgill-brand: McGill's Oatmeal, — [291, 1348, 355, 1387]
directory-section-title: ACCOMMODATION. — [162, 1156, 232, 1164]
directory-section-title: ACCOMMODATION. — [162, 749, 232, 757]
directory-entry: DAWSON HOUSE. The Square. Palmerston North. Leading Private Hotel. — [140, 1164, 254, 1180]
directory-section-title: ACCOMMODATION. — [162, 1070, 232, 1078]
directory-entry: SWAT Refreshment Rooms—Home Teas and Dinners. Accommodation for 20 Guests. Mrs. E. Y. Thompson. — [140, 1121, 254, 1145]
directory-section-title: MERCERS. — [55, 1358, 93, 1366]
column-rule — [258, 44, 259, 1625]
directory-section-title: PAEKAKARIKI. — [170, 1103, 224, 1111]
weodian-address: 572 Aberdeen Road, Gisborne. — [401, 1110, 497, 1118]
directory-section-title: DYERS AND CLEANERS. — [32, 723, 116, 731]
directory-entry: ANDERSON and POOL, Suppliers of Electric Lighting and Power Lamps. — [16, 809, 132, 825]
auction-firm: MOWNSEY & CO., — [160, 1446, 234, 1457]
directory-section-title: PHOTOGRAPHIC SUPPLIES. — [148, 145, 246, 153]
directory-entry: CARTER Electro-Plate Works, Ltd., Victoria and Mary Sts., Wgton. Electro-plating a Specialty. — [16, 876, 132, 899]
directory-entry: ROUCHES Cycle & Motor Works, 140 Featherston St. Phone 1978. — [16, 680, 132, 696]
mcgill-word-body: BODY, — [306, 1398, 340, 1410]
directory-section-title: ACCOMMODATION. — [162, 1347, 232, 1355]
virtue-address: 1 VICTORIA STREET, WELLINGTON. — [284, 1058, 358, 1073]
wanted-ad: WANTED, for Napier Hospital, a Certificated Nurse with good experience. Apply Matron, Hospital, Wellington. — [388, 145, 510, 168]
offices-heading: OFFICES TO LET. — [518, 65, 646, 77]
bonnington-line-1: More Popular than ever. — [675, 113, 759, 122]
directory-entry: STEVENS & Co., Dunsandle Lane, off Upper Abel Smith St., Buy Scrap Metals, Rags. — [140, 307, 254, 330]
cost-value: £55,000 — [1079, 267, 1100, 275]
directory-heading: DOMINION DIRECTORY — [16, 48, 132, 83]
mcgill-oatmeal-ad — [266, 1325, 380, 1613]
lewis-product: Men's Footwear — [665, 1180, 769, 1196]
directory-entry: CRITERION HOUSE, Ridgway Street, Wanganui. Mrs. Rowe, Proprietress. — [140, 1398, 254, 1414]
directory-entry: CORRETT, Wm., 16 Brandon Street, Wellington. Plans prepared. — [16, 170, 132, 186]
directory-section-title: VENETIAN AND HOLLAND BLINDS. — [151, 611, 243, 627]
